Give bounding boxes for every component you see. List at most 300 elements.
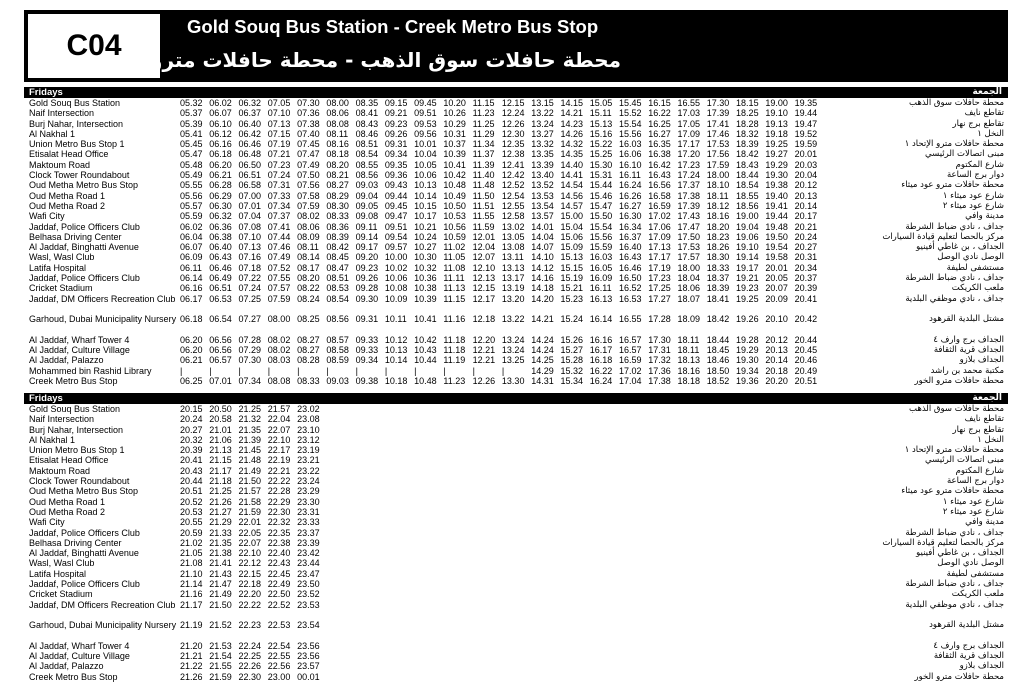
departure-time: 12.26 (472, 376, 496, 387)
departure-time: 06.56 (209, 334, 232, 345)
departure-time: 10.06 (414, 170, 437, 181)
departure-time: 18.46 (706, 355, 730, 366)
departure-times (180, 538, 326, 548)
departure-time: 05.47 (180, 149, 203, 160)
departure-time: 23.44 (297, 558, 320, 569)
stop-name-en: Creek Metro Bus Stop (29, 376, 118, 387)
departure-time: 16.40 (618, 242, 642, 253)
stop-name-en: Al Jaddaf, Wharf Tower 4 (29, 334, 130, 345)
departure-time: 22.07 (238, 537, 262, 548)
departure-time: 06.16 (180, 283, 203, 294)
departure-time: 20.27 (180, 424, 203, 435)
departure-time: | (180, 365, 183, 376)
departure-times (180, 435, 326, 445)
departure-time: 15.26 (560, 334, 583, 345)
departure-time: 07.59 (297, 200, 320, 211)
departure-time: 18.15 (736, 98, 759, 108)
departure-times (180, 641, 326, 651)
departure-time: 14.24 (531, 334, 554, 345)
departure-times (180, 232, 824, 242)
departure-time: 11.40 (472, 170, 495, 181)
departure-time: 06.29 (209, 190, 232, 201)
departure-time: 11.02 (443, 242, 466, 253)
departure-time: 14.54 (560, 180, 583, 191)
departure-time: 21.48 (238, 455, 262, 466)
departure-time: 14.21 (560, 108, 583, 119)
departure-time: 16.09 (589, 273, 613, 284)
departure-time: 23.21 (297, 455, 320, 466)
departure-time: 21.39 (238, 434, 262, 445)
departure-time: 08.59 (326, 355, 349, 366)
departure-time: 09.28 (355, 283, 379, 294)
departure-time: 12.55 (501, 200, 525, 211)
stop-name-en: Jaddaf, Police Officers Club (29, 579, 140, 590)
departure-time: 07.49 (267, 252, 291, 263)
departure-time: 18.07 (677, 293, 701, 304)
table-row (24, 579, 1008, 589)
departure-time: 16.56 (648, 180, 671, 191)
departure-time: 09.04 (355, 190, 379, 201)
departure-time: 16.34 (618, 221, 642, 232)
departure-time: 06.57 (209, 355, 232, 366)
route-title-en: Gold Souq Bus Station - Creek Metro Bus Stop (187, 16, 599, 37)
departure-time: 17.24 (677, 170, 701, 181)
stop-name-ar: محطة حافلات مترو عود ميثاء (901, 486, 1004, 497)
departure-time: 22.28 (267, 486, 291, 497)
departure-time: 09.38 (355, 376, 379, 387)
departure-time: 17.50 (677, 231, 701, 242)
stop-name-ar: تقاطع نايف (964, 414, 1004, 425)
departure-time: 21.49 (238, 465, 262, 476)
departure-time: 07.27 (238, 314, 262, 325)
route-number: C04 (28, 14, 160, 78)
departure-time: 16.18 (589, 355, 613, 366)
departure-time: 07.47 (297, 149, 320, 160)
stop-name-ar: دوار برج الساعة (946, 170, 1004, 181)
departure-time: 08.16 (326, 139, 349, 150)
departure-time: 18.00 (677, 262, 701, 273)
departure-time: 17.23 (648, 273, 671, 284)
departure-time: 22.22 (238, 599, 262, 610)
departure-times (180, 191, 824, 201)
stop-name-en: Naif Intersection (29, 414, 95, 425)
stop-name-en: Union Metro Bus Stop 1 (29, 445, 125, 456)
departure-time: 16.27 (618, 200, 642, 211)
stop-name-en: Jaddaf, Police Officers Club (29, 527, 140, 538)
departure-time: 07.41 (267, 221, 291, 232)
departure-time: 05.49 (180, 170, 203, 181)
stop-name-en: Naif Intersection (29, 108, 95, 119)
departure-time: 14.21 (531, 314, 554, 325)
departure-time: 10.24 (414, 231, 437, 242)
departure-time: 07.58 (297, 190, 320, 201)
stop-name-ar: مدينة وافي (965, 211, 1004, 222)
departure-time: 15.32 (560, 365, 583, 376)
departure-time: 14.23 (560, 118, 583, 129)
departure-time: 07.16 (238, 252, 262, 263)
departure-time: 23.56 (297, 640, 320, 651)
departure-time: 09.03 (326, 376, 349, 387)
departure-time: 19.28 (736, 334, 759, 345)
departure-time: 07.28 (238, 334, 262, 345)
departure-time: 13.35 (531, 149, 554, 160)
departure-time: 19.38 (765, 180, 788, 191)
departure-time: 06.14 (180, 273, 203, 284)
departure-time: 20.01 (765, 262, 788, 273)
departure-time: 08.27 (297, 345, 320, 356)
departure-time: 22.25 (238, 651, 262, 662)
table-row (24, 528, 1008, 538)
departure-time: | (501, 365, 505, 376)
departure-times (180, 486, 326, 496)
stop-name-ar: شارع المكتوم (955, 159, 1004, 170)
stop-name-en: Maktoum Road (29, 465, 91, 476)
departure-time: 08.58 (326, 345, 349, 356)
departure-time: 08.08 (326, 118, 349, 129)
departure-time: 13.15 (531, 98, 554, 108)
departure-time: 10.02 (384, 262, 408, 273)
departure-time: 21.50 (238, 476, 262, 487)
departure-times (180, 314, 824, 324)
departure-time: 08.00 (326, 98, 349, 108)
table-row (24, 486, 1008, 496)
departure-time: 21.38 (209, 548, 232, 559)
departure-time: 09.20 (355, 252, 379, 263)
departure-time: 19.58 (765, 252, 788, 263)
table-row (24, 201, 1008, 211)
departure-time: 22.52 (267, 599, 291, 610)
departure-time: 15.00 (560, 211, 583, 222)
stop-name-en: Etisalat Head Office (29, 455, 109, 466)
departure-time: 20.07 (765, 283, 788, 294)
departure-time: 07.01 (209, 376, 232, 387)
stop-name-ar: مكتبة محمد بن راشد (930, 365, 1004, 376)
departure-time: 17.57 (677, 252, 701, 263)
departure-time: 22.53 (267, 620, 291, 631)
table-row (24, 191, 1008, 201)
departure-time: 09.45 (384, 200, 408, 211)
departure-time: 17.04 (618, 376, 642, 387)
departure-time: 21.35 (238, 424, 262, 435)
departure-time: 18.09 (677, 314, 701, 325)
departure-time: 16.59 (618, 355, 642, 366)
departure-time: 15.54 (589, 221, 613, 232)
stop-name-en: Al Nakhal 1 (29, 434, 76, 445)
departure-time: 11.15 (472, 98, 495, 108)
stop-name-ar: الجداف برج وارف ٤ (933, 334, 1004, 345)
departure-time: 13.52 (531, 180, 554, 191)
departure-time: 07.36 (297, 108, 320, 119)
departure-time: 11.18 (443, 334, 466, 345)
stop-name-ar: الجداف بلازو (959, 355, 1004, 366)
departure-time: 13.02 (501, 221, 525, 232)
departure-time: 09.05 (355, 200, 379, 211)
departure-time: 10.31 (443, 128, 466, 139)
stop-name-ar: محطة حافلات مترو عود ميثاء (901, 180, 1004, 191)
stop-name-en: Oud Metha Metro Bus Stop (29, 180, 139, 191)
departure-time: 08.54 (355, 149, 379, 160)
departure-time: 17.13 (648, 242, 671, 253)
stop-name-en: Oud Metha Road 1 (29, 190, 106, 201)
departure-time: 09.17 (355, 242, 379, 253)
departure-time: 15.04 (560, 221, 583, 232)
departure-time: 18.44 (736, 170, 759, 181)
table-row (24, 139, 1008, 149)
departure-time: 10.13 (414, 180, 437, 191)
departure-time: 19.10 (736, 242, 759, 253)
departure-time: 19.47 (794, 118, 818, 129)
departure-time: 07.30 (238, 355, 262, 366)
departure-time: 22.10 (238, 548, 262, 559)
departure-time: 07.56 (297, 180, 320, 191)
table-row (24, 335, 1008, 345)
departure-time: 09.34 (355, 355, 379, 366)
departure-times (180, 129, 824, 139)
departure-time: 06.07 (180, 242, 203, 253)
stop-name-en: Oud Metha Road 2 (29, 506, 106, 517)
departure-time: 07.10 (267, 108, 291, 119)
departure-time: 12.04 (472, 242, 496, 253)
departure-time: 08.35 (355, 98, 379, 108)
stop-name-ar: الوصل نادي الوصل (937, 252, 1004, 263)
departure-time: 10.05 (414, 159, 437, 170)
departure-time: 20.53 (180, 506, 203, 517)
departure-times (180, 376, 824, 386)
departure-time: 07.01 (238, 200, 262, 211)
departure-time: 16.11 (618, 170, 641, 181)
departure-time: 19.25 (765, 139, 788, 150)
departure-times (180, 600, 326, 610)
stop-name-en: Al Jaddaf, Palazzo (29, 661, 104, 672)
departure-time: 20.41 (794, 293, 818, 304)
departure-time: 18.41 (706, 293, 730, 304)
departure-time: 17.28 (648, 314, 671, 325)
departure-time: 17.30 (706, 98, 730, 108)
departure-time: 21.15 (209, 455, 232, 466)
table-row (24, 548, 1008, 558)
departure-time: 06.21 (209, 170, 232, 181)
departure-time: 12.20 (472, 334, 496, 345)
departure-time: 06.02 (209, 98, 232, 108)
departure-time: 06.32 (238, 98, 262, 108)
departure-time: 08.08 (267, 376, 291, 387)
departure-time: | (297, 365, 300, 376)
table-row (24, 651, 1008, 661)
departure-times (180, 507, 326, 517)
departure-time: 08.55 (355, 159, 379, 170)
stop-name-en: Maktoum Road (29, 159, 91, 170)
departure-time: 06.40 (209, 242, 232, 253)
departure-time: | (238, 365, 241, 376)
departure-time: 17.23 (677, 159, 701, 170)
departure-time: 09.36 (384, 170, 408, 181)
departure-times (180, 149, 824, 159)
table-row (24, 366, 1008, 376)
departure-time: 07.23 (267, 159, 291, 170)
departure-time: 21.55 (209, 661, 232, 672)
departure-time: 19.59 (794, 139, 818, 150)
departure-time: 08.54 (326, 293, 349, 304)
departure-time: | (443, 365, 446, 376)
departure-time: 17.39 (706, 108, 730, 119)
departure-time: 16.17 (589, 345, 613, 356)
departure-time: 08.24 (297, 293, 320, 304)
departure-time: 08.42 (326, 242, 349, 253)
departure-time: 21.59 (238, 506, 262, 517)
departure-time: 20.39 (794, 283, 818, 294)
table-row (24, 108, 1008, 118)
stop-name-en: Jaddaf, DM Officers Recreation Club (29, 293, 176, 304)
departure-time: 17.36 (648, 365, 671, 376)
departure-time: 21.10 (180, 568, 203, 579)
stop-name-en: Clock Tower Roundabout (29, 476, 130, 487)
departure-time: 21.20 (180, 640, 203, 651)
table-row (24, 620, 1008, 641)
departure-time: 16.55 (618, 314, 642, 325)
departure-time: 07.55 (267, 273, 291, 284)
table-row (24, 445, 1008, 455)
table-row (24, 314, 1008, 335)
departure-time: 20.13 (765, 345, 788, 356)
departure-time: 09.31 (355, 314, 379, 325)
stop-name-en: Garhoud, Dubai Municipality Nursery (29, 314, 177, 325)
departure-time: 08.27 (326, 180, 349, 191)
departure-time: 16.52 (618, 283, 642, 294)
departure-time: 21.54 (209, 651, 232, 662)
departure-time: 19.23 (736, 283, 759, 294)
stop-name-ar: جداف ، نادي ضباط الشرطة (905, 527, 1004, 538)
departure-time: 13.17 (501, 273, 525, 284)
departure-time: 19.48 (765, 221, 788, 232)
departure-time: 14.07 (531, 242, 554, 253)
departure-time: 15.13 (589, 118, 613, 129)
departure-time: 21.05 (180, 548, 203, 559)
departure-time: 08.20 (326, 159, 349, 170)
departure-time: 19.00 (736, 211, 759, 222)
departure-time: 15.47 (589, 200, 613, 211)
departure-time: 20.51 (180, 486, 203, 497)
departure-time: 18.10 (706, 180, 730, 191)
stop-name-en: Gold Souq Bus Station (29, 98, 121, 108)
departure-time: 20.43 (180, 465, 203, 476)
departure-time: 10.01 (414, 139, 437, 150)
departure-time: 18.44 (706, 334, 730, 345)
departure-time: 13.40 (531, 170, 554, 181)
departure-time: 21.33 (209, 527, 232, 538)
departure-time: 19.14 (736, 252, 759, 263)
stop-name-ar: دوار برج الساعة (946, 476, 1004, 487)
departure-time: 15.11 (589, 108, 612, 119)
departure-time: 18.33 (706, 262, 730, 273)
stop-name-ar: جداف ، نادي ضباط الشرطة (905, 579, 1004, 590)
departure-time: 07.49 (297, 159, 320, 170)
departure-time: 17.59 (706, 159, 730, 170)
departure-time: 06.46 (238, 139, 262, 150)
departure-times (180, 455, 326, 465)
stop-name-en: Latifa Hospital (29, 568, 87, 579)
departure-time: | (355, 365, 358, 376)
departure-time: 07.33 (267, 190, 291, 201)
departure-time: 20.31 (794, 252, 818, 263)
departure-time: 08.11 (326, 128, 349, 139)
section-label-ar: الجمعة (972, 393, 1002, 403)
table-row (24, 273, 1008, 283)
departure-time: 08.03 (267, 355, 291, 366)
departure-time: 10.44 (414, 355, 437, 366)
stop-name-ar: الجداف ، بن غاطي أفينيو (916, 548, 1004, 559)
departure-time: 20.27 (794, 242, 818, 253)
stop-name-en: Burj Nahar, Intersection (29, 424, 124, 435)
stop-name-en: Oud Metha Road 1 (29, 496, 106, 507)
departure-time: 20.21 (794, 221, 818, 232)
departure-time: 15.54 (618, 118, 642, 129)
departure-time: 15.19 (560, 273, 583, 284)
departure-time: 17.53 (706, 139, 730, 150)
departure-time: 12.52 (501, 180, 525, 191)
departure-time: 13.13 (501, 262, 525, 273)
departure-times (180, 558, 326, 568)
stop-name-ar: محطة حافلات مترو الإتحاد ١ (904, 139, 1004, 150)
departure-time: 09.30 (355, 293, 379, 304)
departure-time: 08.36 (326, 221, 349, 232)
departure-time: 22.10 (267, 434, 291, 445)
departure-times (180, 242, 824, 252)
departure-time: 09.57 (384, 242, 408, 253)
departure-time: 10.13 (384, 345, 408, 356)
departure-time: 11.25 (472, 118, 495, 129)
departure-times (180, 404, 326, 414)
departure-time: 06.17 (180, 293, 203, 304)
departure-time: 10.12 (384, 334, 408, 345)
table-row (24, 425, 1008, 435)
departure-time: 06.28 (209, 180, 232, 191)
departure-time: 10.17 (414, 211, 437, 222)
departure-time: 16.57 (618, 334, 642, 345)
departure-time: 09.45 (414, 98, 437, 108)
departure-time: 18.06 (677, 283, 701, 294)
departure-time: 08.33 (297, 376, 320, 387)
departure-time: 19.06 (736, 231, 759, 242)
departure-time: 06.48 (238, 149, 262, 160)
section-label-en: Fridays (29, 393, 63, 404)
departure-time: 10.53 (443, 211, 466, 222)
departure-time: 13.22 (501, 314, 525, 325)
table-row (24, 435, 1008, 445)
departure-time: 18.16 (706, 211, 730, 222)
stop-name-en: Gold Souq Bus Station (29, 404, 121, 414)
table-row (24, 589, 1008, 599)
departure-time: 16.10 (618, 159, 642, 170)
stop-name-en: Cricket Stadium (29, 283, 93, 294)
departure-time: 21.06 (209, 434, 232, 445)
departure-time: 20.45 (794, 345, 818, 356)
section-header-bar (24, 393, 1008, 404)
departure-time: 13.24 (531, 118, 554, 129)
departure-time: 09.26 (355, 273, 379, 284)
departure-time: 11.34 (472, 139, 495, 150)
departure-time: 16.24 (589, 376, 613, 387)
departure-time: 16.22 (648, 108, 671, 119)
departure-time: 16.03 (589, 252, 613, 263)
departure-times (180, 579, 326, 589)
departure-time: 13.25 (501, 355, 525, 366)
departure-time: 20.52 (180, 496, 203, 507)
departure-time: 08.41 (355, 108, 379, 119)
table-row (24, 538, 1008, 548)
departure-time: 09.35 (384, 159, 408, 170)
departure-time: 16.50 (618, 273, 642, 284)
departure-time: 18.54 (736, 180, 759, 191)
